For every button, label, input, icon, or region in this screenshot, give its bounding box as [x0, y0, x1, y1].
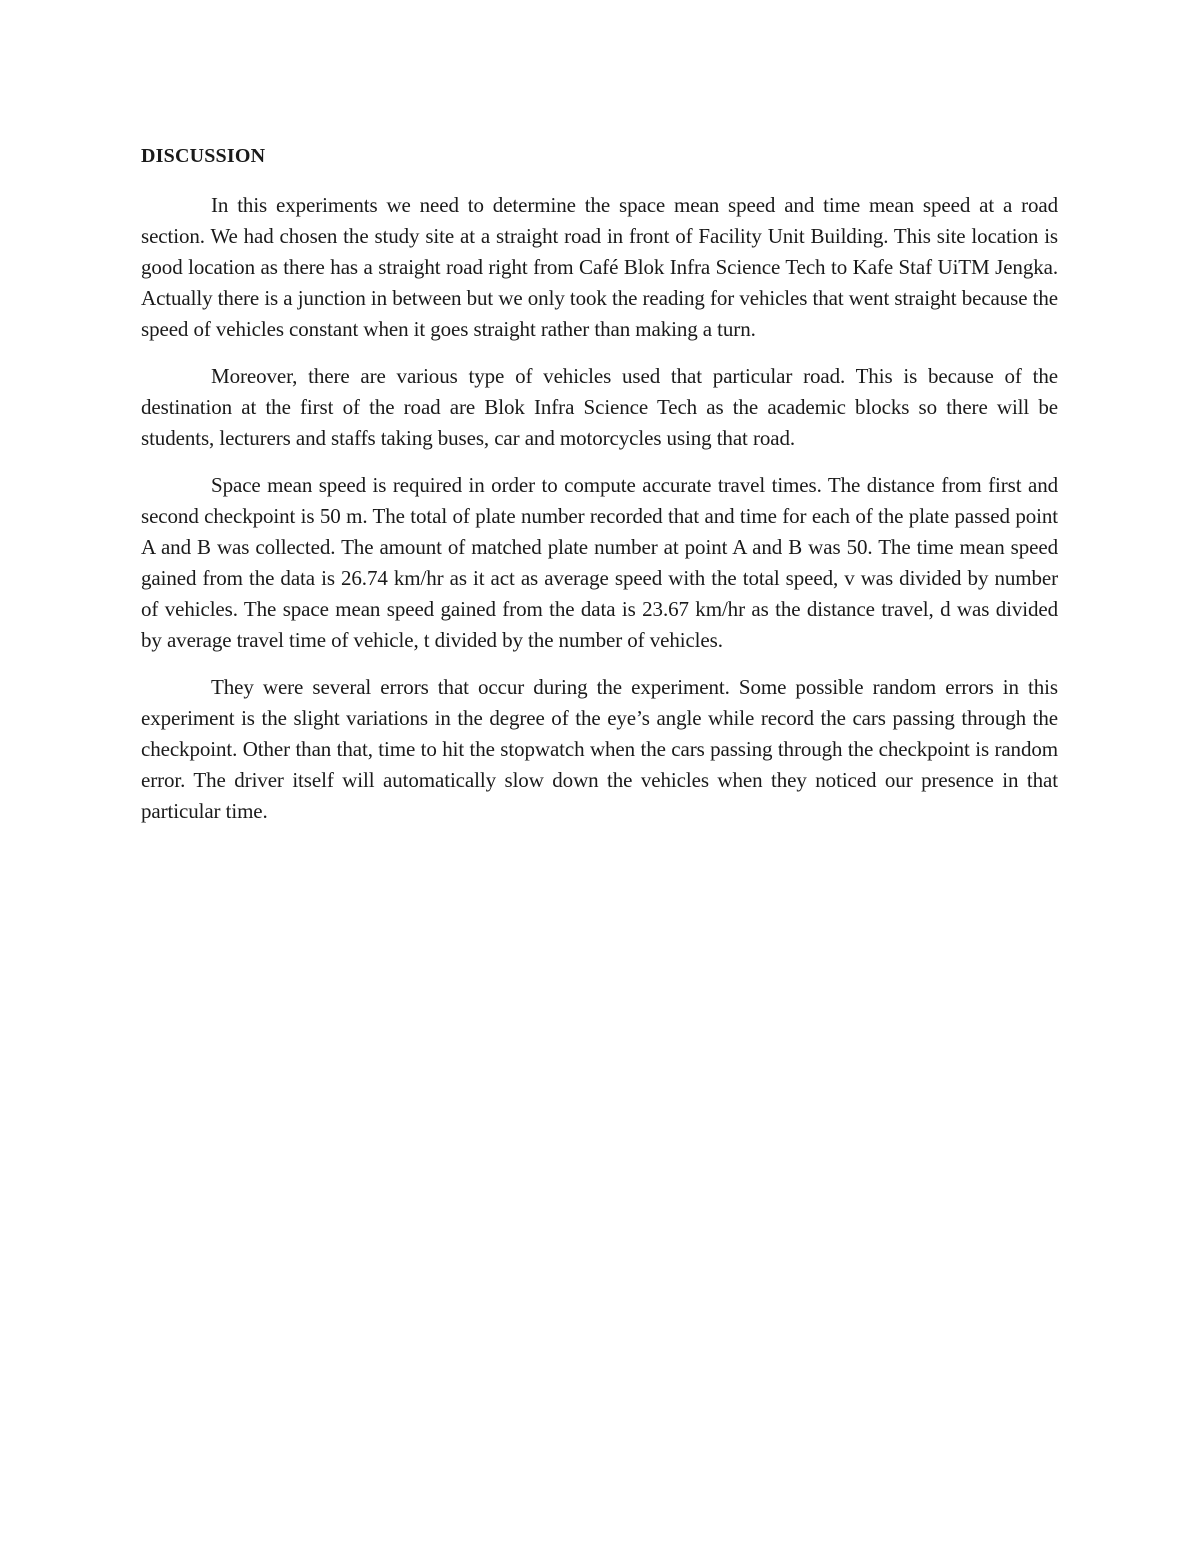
paragraph-speed-results: Space mean speed is required in order to compute accurate travel times. The distance from first and second checkpoint is 50 m. The total of plate number recorded that and time for each of the plate passed point A and B was collected. The amount of matched plate number at point A and B was 50. The time mean speed gained from the data is 26.74 km/hr as it act as average speed with the total speed, v was divided by number of vehicles. The space mean speed gained from the data is 23.67 km/hr as the distance travel, d was divided by average travel time of vehicle, t divided by the number of vehicles. [141, 473, 1058, 652]
paragraph-errors: They were several errors that occur during the experiment. Some possible random errors in this experiment is the slight variations in the degree of the eye’s angle while record the cars passing through the checkpoint. Other than that, time to hit the stopwatch when the cars passing through the checkpoint is random error. The driver itself will automatically slow down the vehicles when they noticed our presence in that particular time. [141, 675, 1058, 823]
section-heading: DISCUSSION [141, 145, 266, 167]
paragraph-vehicle-types: Moreover, there are various type of vehicles used that particular road. This is because of the destination at the first of the road are Blok Infra Science Tech as the academic blocks so there will be students, lecturers and staffs taking buses, car and motorcycles using that road. [141, 364, 1058, 450]
document-body [141, 142, 1058, 843]
paragraph-study-site: In this experiments we need to determine the space mean speed and time mean speed at a road section. We had chosen the study site at a straight road in front of Facility Unit Building. This site location is good location as there has a straight road right from Café Blok Infra Science Tech to Kafe Staf UiTM Jengka. Actually there is a junction in between but we only took the reading for vehicles that went straight because the speed of vehicles constant when it goes straight rather than making a turn. [141, 193, 1058, 341]
